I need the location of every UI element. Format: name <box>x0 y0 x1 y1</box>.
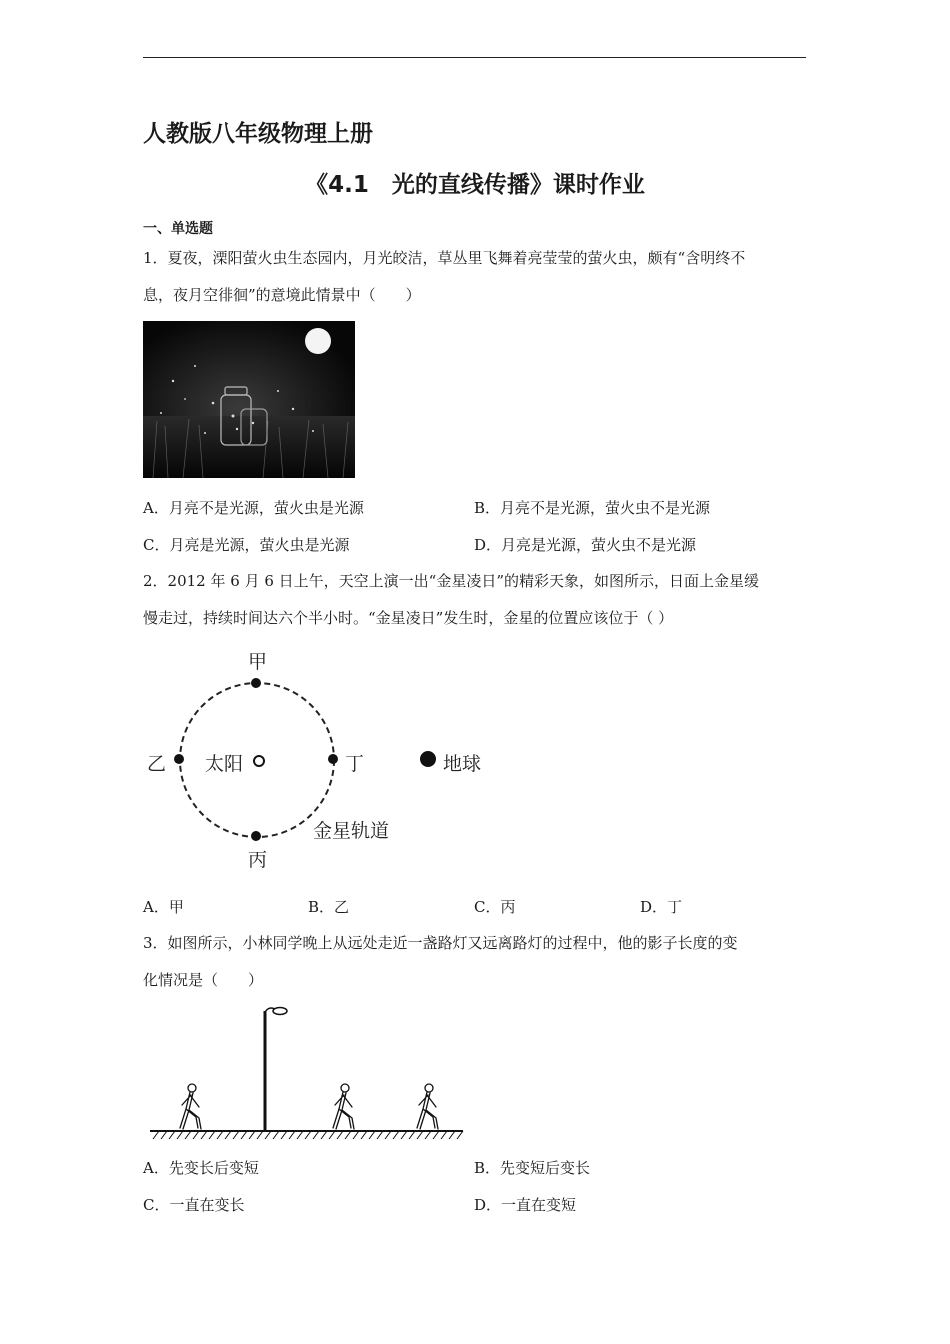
q2-option-c[interactable]: C．丙 <box>474 898 516 916</box>
sun-icon <box>254 756 264 766</box>
venus-transit-diagram <box>140 645 500 875</box>
q2-option-d[interactable]: D．丁 <box>640 898 683 916</box>
q3-option-a[interactable]: A．先变长后变短 <box>143 1159 259 1177</box>
q3-option-b[interactable]: B．先变短后变长 <box>474 1159 591 1177</box>
ground-icon <box>150 1131 463 1139</box>
document-subtitle: 《4.1 光的直线传播》课时作业 <box>305 172 645 198</box>
q3-option-c[interactable]: C．一直在变长 <box>143 1196 245 1214</box>
q1-option-b[interactable]: B．月亮不是光源，萤火虫不是光源 <box>474 499 711 517</box>
label-orbit: 金星轨道 <box>313 820 390 842</box>
walker-icon-2 <box>333 1084 354 1129</box>
document-title: 人教版八年级物理上册 <box>143 121 373 147</box>
point-ding <box>328 754 338 764</box>
streetlamp-diagram <box>145 1003 467 1145</box>
q1-option-d[interactable]: D．月亮是光源，萤火虫不是光源 <box>474 536 697 554</box>
q2-option-b[interactable]: B．乙 <box>308 898 350 916</box>
question-1-line-2: 息，夜月空徘徊”的意境此情景中（ ） <box>143 286 421 304</box>
label-bing: 丙 <box>248 849 268 871</box>
point-yi <box>174 754 184 764</box>
q1-option-c[interactable]: C．月亮是光源，萤火虫是光源 <box>143 536 350 554</box>
streetlamp-icon <box>265 1008 287 1132</box>
question-3-line-2: 化情况是（ ） <box>143 971 264 989</box>
label-ding: 丁 <box>345 753 365 775</box>
point-jia <box>251 678 261 688</box>
label-earth: 地球 <box>443 753 482 775</box>
question-3-line-1: 3．如图所示，小林同学晚上从远处走近一盏路灯又远离路灯的过程中，他的影子长度的变 <box>143 934 738 952</box>
question-2-line-1: 2．2012 年 6 月 6 日上午，天空上演一出“金星凌日”的精彩天象，如图所示，日面上金星缓 <box>143 572 759 590</box>
label-jia: 甲 <box>248 651 268 673</box>
q1-option-a[interactable]: A．月亮不是光源，萤火虫是光源 <box>143 499 364 517</box>
walker-icon-1 <box>180 1084 201 1129</box>
q3-option-d[interactable]: D．一直在变短 <box>474 1196 577 1214</box>
question-2-line-2: 慢走过，持续时间达六个半小时。“金星凌日”发生时，金星的位置应该位于（ ） <box>143 609 674 627</box>
moon-icon <box>305 328 331 354</box>
question-2 <box>143 563 806 637</box>
q2-option-a[interactable]: A．甲 <box>143 898 184 916</box>
section-heading: 一、单选题 <box>143 221 213 237</box>
earth-icon <box>420 751 436 767</box>
question-3 <box>143 925 806 999</box>
header-rule <box>143 57 806 58</box>
question-1 <box>143 240 806 314</box>
point-bing <box>251 831 261 841</box>
label-sun: 太阳 <box>205 753 244 775</box>
walker-icon-3 <box>417 1084 438 1129</box>
label-yi: 乙 <box>147 753 167 775</box>
question-1-line-1: 1．夏夜，溧阳萤火虫生态园内，月光皎洁，草丛里飞舞着亮莹莹的萤火虫，颇有“含明终不 <box>143 249 746 267</box>
firefly-photo <box>143 321 355 478</box>
firefly-photo-illustration <box>143 321 355 478</box>
